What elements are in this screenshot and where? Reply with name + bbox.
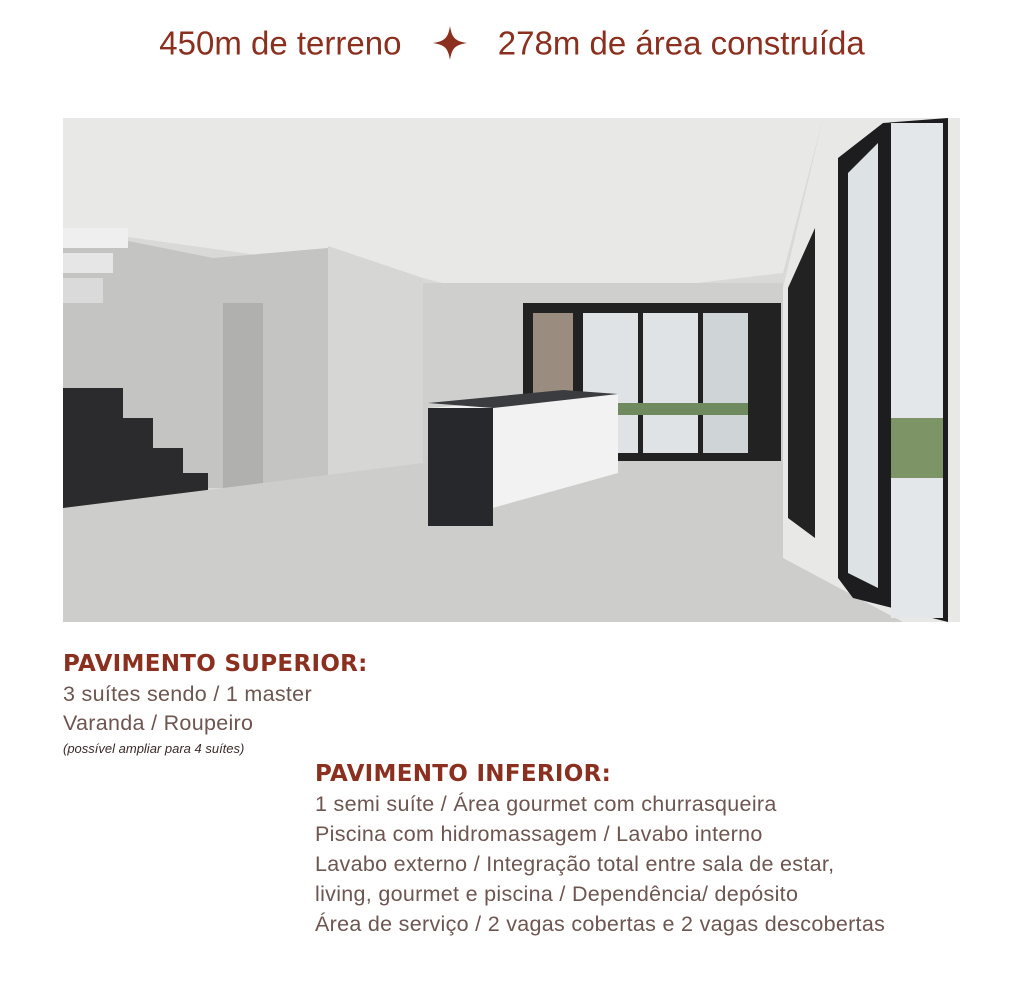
upper-floor-line: 3 suítes sendo / 1 master [63, 682, 312, 706]
header-title [0, 22, 1024, 62]
lower-floor-heading: PAVIMENTO INFERIOR: [315, 761, 612, 787]
land-area: 450m de terreno [159, 24, 402, 62]
lower-floor-line: living, gourmet e piscina / Dependência/ depósito [315, 882, 799, 906]
lower-floor-line: Área de serviço / 2 vagas cobertas e 2 vagas descobertas [315, 912, 886, 936]
upper-floor-heading: PAVIMENTO SUPERIOR: [63, 651, 368, 677]
built-area: 278m de área construída [497, 24, 865, 62]
lower-floor-line: Lavabo externo / Integração total entre sala de estar, [315, 852, 835, 876]
lower-floor-line: 1 semi suíte / Área gourmet com churrasqueira [315, 792, 777, 816]
interior-living-kitchen-photo [63, 118, 960, 622]
four-point-star-icon [433, 26, 467, 60]
upper-floor-line: Varanda / Roupeiro [63, 711, 254, 735]
upper-floor-note: (possível ampliar para 4 suítes) [63, 741, 245, 756]
lower-floor-line: Piscina com hidromassagem / Lavabo interno [315, 822, 763, 846]
